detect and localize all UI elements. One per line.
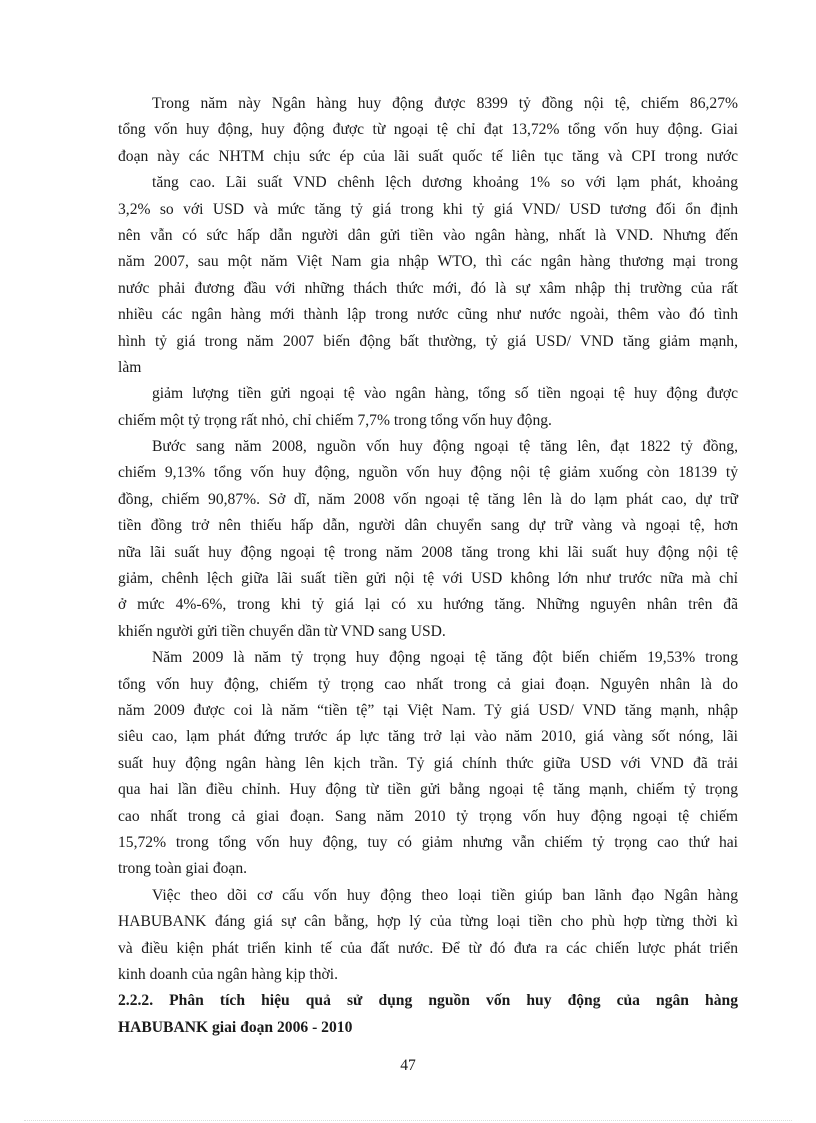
paragraph-line: nhiều các ngân hàng mới thành lập trong nước cũng như nước ngoài, thêm vào đó tình [118, 306, 738, 324]
paragraph-line: siêu cao, lạm phát đứng trước áp lực tăng trở lại vào năm 2010, giá vàng sốt nóng, lãi [118, 728, 738, 746]
paragraph-line: và điều kiện phát triển kinh tế của đất nước. Để từ đó đưa ra các chiến lược phát triển [118, 939, 738, 957]
paragraph-line: làm [118, 358, 142, 376]
paragraph-line: suất huy động ngân hàng lên kịch trần. Tỷ giá chính thức giữa USD với VND đã trải [118, 754, 738, 772]
paragraph-line: chiếm 9,13% tổng vốn huy động, nguồn vốn huy động nội tệ giảm xuống còn 18139 tỷ [118, 464, 738, 482]
paragraph-line: cao nhất trong cả giai đoạn. Sang năm 2010 tỷ trọng vốn huy động ngoại tệ chiếm [118, 807, 738, 825]
paragraph-line: tiền đồng trở nên thiếu hấp dẫn, người dân chuyển sang dự trữ vàng và ngoại tệ, hơn [118, 517, 738, 535]
paragraph-line: tăng cao. Lãi suất VND chênh lệch dương khoảng 1% so với lạm phát, khoảng [152, 174, 738, 192]
paragraph-line: tổng vốn huy động, chiếm tỷ trọng cao nhất trong cả giai đoạn. Nguyên nhân là do [118, 675, 738, 693]
paragraph-line: chiếm một tỷ trọng rất nhỏ, chỉ chiếm 7,7% trong tổng vốn huy động. [118, 411, 552, 429]
paragraph-line: 15,72% trong tổng vốn huy động, tuy có giảm nhưng vẫn chiếm tỷ trọng cao thứ hai [118, 833, 738, 851]
document-body [118, 91, 738, 1041]
paragraph-line: qua hai lần điều chỉnh. Huy động từ tiền gửi bằng ngoại tệ tăng mạnh, chiếm tỷ trọng [118, 781, 738, 799]
paragraph-line: giảm, chênh lệch giữa lãi suất tiền gửi nội tệ với USD không lớn như trước nữa mà chỉ [118, 570, 738, 588]
paragraph-line: Bước sang năm 2008, nguồn vốn huy động ngoại tệ tăng lên, đạt 1822 tỷ đồng, [152, 438, 738, 456]
paragraph-line: HABUBANK đáng giá sự cân bằng, hợp lý của từng loại tiền cho phù hợp từng thời kì [118, 913, 738, 931]
paragraph-line: Việc theo dõi cơ cấu vốn huy động theo loại tiền giúp ban lãnh đạo Ngân hàng [152, 886, 738, 904]
page-bottom-divider [24, 1120, 792, 1121]
paragraph-line: nữa lãi suất huy động ngoại tệ trong năm 2008 tăng trong khi lãi suất huy động nội tệ [118, 543, 738, 561]
paragraph-line: nên vẫn có sức hấp dẫn người dân gửi tiền vào ngân hàng, nhất là VND. Nhưng đến [118, 226, 738, 244]
paragraph-line: 3,2% so với USD và mức tăng tỷ giá trong khi tỷ giá VND/ USD tương đối ổn định [118, 200, 738, 218]
paragraph-line: nước phải đương đầu với những thách thức mới, đó là sự xâm nhập thị trường của rất [118, 279, 738, 297]
paragraph-line: giảm lượng tiền gửi ngoại tệ vào ngân hàng, tổng số tiền ngoại tệ huy động được [152, 385, 738, 403]
section-heading-line: HABUBANK giai đoạn 2006 - 2010 [118, 1018, 353, 1036]
paragraph-line: năm 2009 được coi là năm “tiền tệ” tại Việt Nam. Tỷ giá USD/ VND tăng mạnh, nhập [118, 701, 738, 719]
paragraph-line: khiến người gửi tiền chuyển dần từ VND sang USD. [118, 622, 446, 640]
paragraph-line: tổng vốn huy động, huy động được từ ngoại tệ chỉ đạt 13,72% tổng vốn huy động. Giai [118, 121, 738, 139]
paragraph-line: Trong năm này Ngân hàng huy động được 8399 tỷ đồng nội tệ, chiếm 86,27% [152, 95, 738, 112]
paragraph-line: kinh doanh của ngân hàng kịp thời. [118, 965, 339, 983]
page-number: 47 [400, 1057, 416, 1074]
paragraph-line: đoạn này các NHTM chịu sức ép của lãi suất quốc tế liên tục tăng và CPI trong nước [118, 147, 738, 165]
paragraph-line: Năm 2009 là năm tỷ trọng huy động ngoại tệ tăng đột biến chiếm 19,53% trong [152, 649, 738, 667]
section-heading-line: 2.2.2. Phân tích hiệu quả sử dụng nguồn vốn huy động của ngân hàng [118, 992, 738, 1010]
paragraph-line: năm 2007, sau một năm Việt Nam gia nhập WTO, thì các ngân hàng thương mại trong [118, 253, 738, 271]
paragraph-line: ở mức 4%-6%, trong khi tỷ giá lại có xu hướng tăng. Những nguyên nhân trên đã [118, 596, 738, 614]
paragraph-line: đồng, chiếm 90,87%. Sở dĩ, năm 2008 vốn ngoại tệ tăng lên là do lạm phát cao, dự trữ [118, 490, 738, 508]
paragraph-line: hình tỷ giá trong năm 2007 biến động bất thường, tỷ giá USD/ VND tăng giảm mạnh, [118, 332, 738, 350]
paragraph-line: trong toàn giai đoạn. [118, 860, 248, 878]
